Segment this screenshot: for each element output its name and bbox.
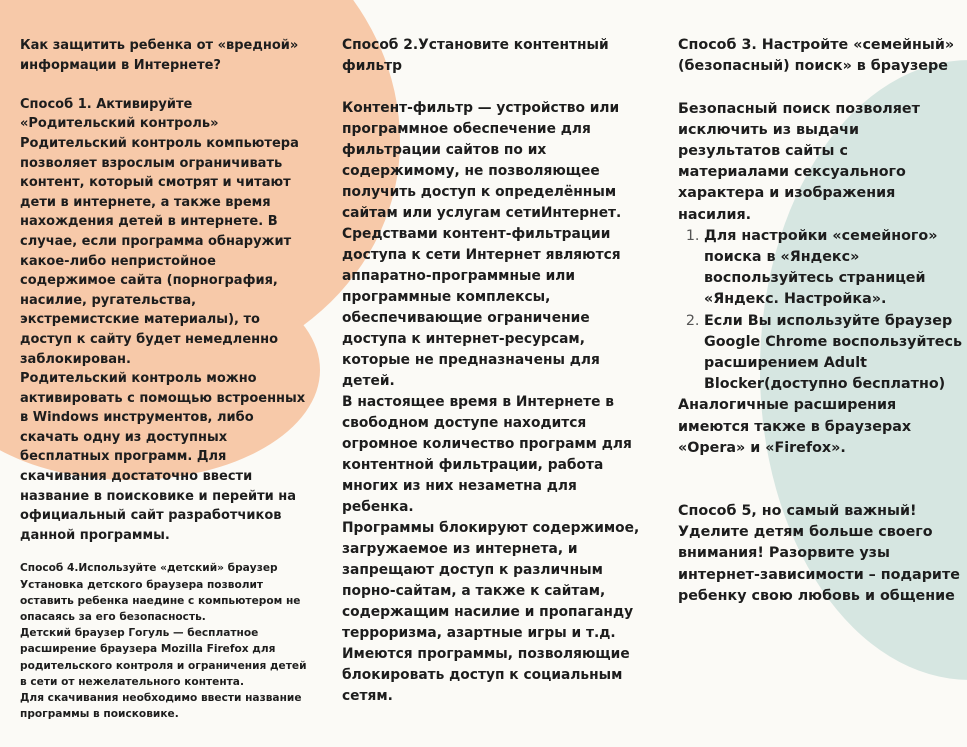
method2-paragraph: Контент-фильтр — устройство или программное обеспечение для фильтрации сайтов по их содержимому, не позволяющее получить доступ к определённым сайтам или услугам сетиИнтернет. Средствами контент-фильтрации доступа к сети Интернет являются аппаратно-программные или программные комплексы, обеспечивающие ограничение доступа к интернет-ресурсам, которые не предназначены для детей. (342, 100, 622, 389)
method4-paragraph: Для скачивания необходимо ввести название программы в поисковике. (20, 692, 302, 721)
method4-paragraph: Установка детского браузера позволит оставить ребенка наедине с компьютером не опасаясь за его безопасность. (20, 578, 301, 624)
method3-list (678, 226, 962, 396)
column-middle (342, 35, 642, 707)
method4-section (20, 560, 308, 722)
method1-paragraph: Родительский контроль компьютера позволяет взрослым ограничивать контент, который смотрят и читают дети в интернете, а также время нахождения детей в интернете. В случае, если программа обнаружит какое-либо непристойное содержимое сайта (порнография, насилие, ругательства, экстремистские материалы), то доступ к сайту будет немедленно заблокирован. (20, 135, 299, 367)
method4-paragraph: Детский браузер Гогуль — бесплатное расширение браузера Mozilla Firefox для родительского контроля и ограничения детей в сети от нежелательного контента. (20, 627, 307, 688)
list-item: 2. Если Вы используйте браузер Google Chrome воспользуйтесь расширением Adult Blocker(доступно бесплатно) (704, 311, 962, 396)
method3-title: Способ 3. Настройте «семейный» (безопасный) поиск» в браузере (678, 37, 955, 75)
method4-title: Способ 4.Используйте «детский» браузер (20, 562, 278, 575)
method5-text: Способ 5, но самый важный! Уделите детям больше своего внимания! Разорвите узы интернет-зависимости – подарите ребенку свою любовь и общение (678, 503, 960, 604)
column-right (678, 35, 962, 607)
method1-title: Способ 1. Активируйте «Родительский контроль» (20, 96, 219, 132)
method1-paragraph: Родительский контроль можно активировать с помощью встроенных в Windows инструментов, либо скачать одну из доступных бесплатных программ. Для скачивания достаточно ввести название в поисковике и перейти на официальный сайт разработчиков данной программы. (20, 371, 306, 543)
brochure-title: Как защитить ребенка от «вредной» информации в Интернете? (20, 38, 299, 73)
method2-title: Способ 2.Установите контентный фильтр (342, 37, 609, 74)
method3-paragraph: Аналогичные расширения имеются также в браузерах «Opera» и «Firefox». (678, 397, 912, 456)
method2-paragraph: Программы блокируют содержимое, загружаемое из интернета, и запрещают доступ к различным порно-сайтам, а также к сайтам, содержащим насилие и пропаганду терроризма, азартные игры и т.д. Имеются программы, позволяющие блокировать доступ к социальным сетям. (342, 520, 640, 704)
column-left (20, 36, 308, 722)
method2-paragraph: В настоящее время в Интернете в свободном доступе находится огромное количество программ для контентной фильтрации, работа многих из них незаметна для ребенка. (342, 394, 632, 515)
method3-paragraph: Безопасный поиск позволяет исключить из выдачи результатов сайты с материалами сексуального характера и изображения насилия. (678, 100, 920, 223)
list-item: 1. Для настройки «семейного» поиска в «Яндекс» воспользуйтесь страницей «Яндекс. Настройка». (704, 226, 962, 311)
